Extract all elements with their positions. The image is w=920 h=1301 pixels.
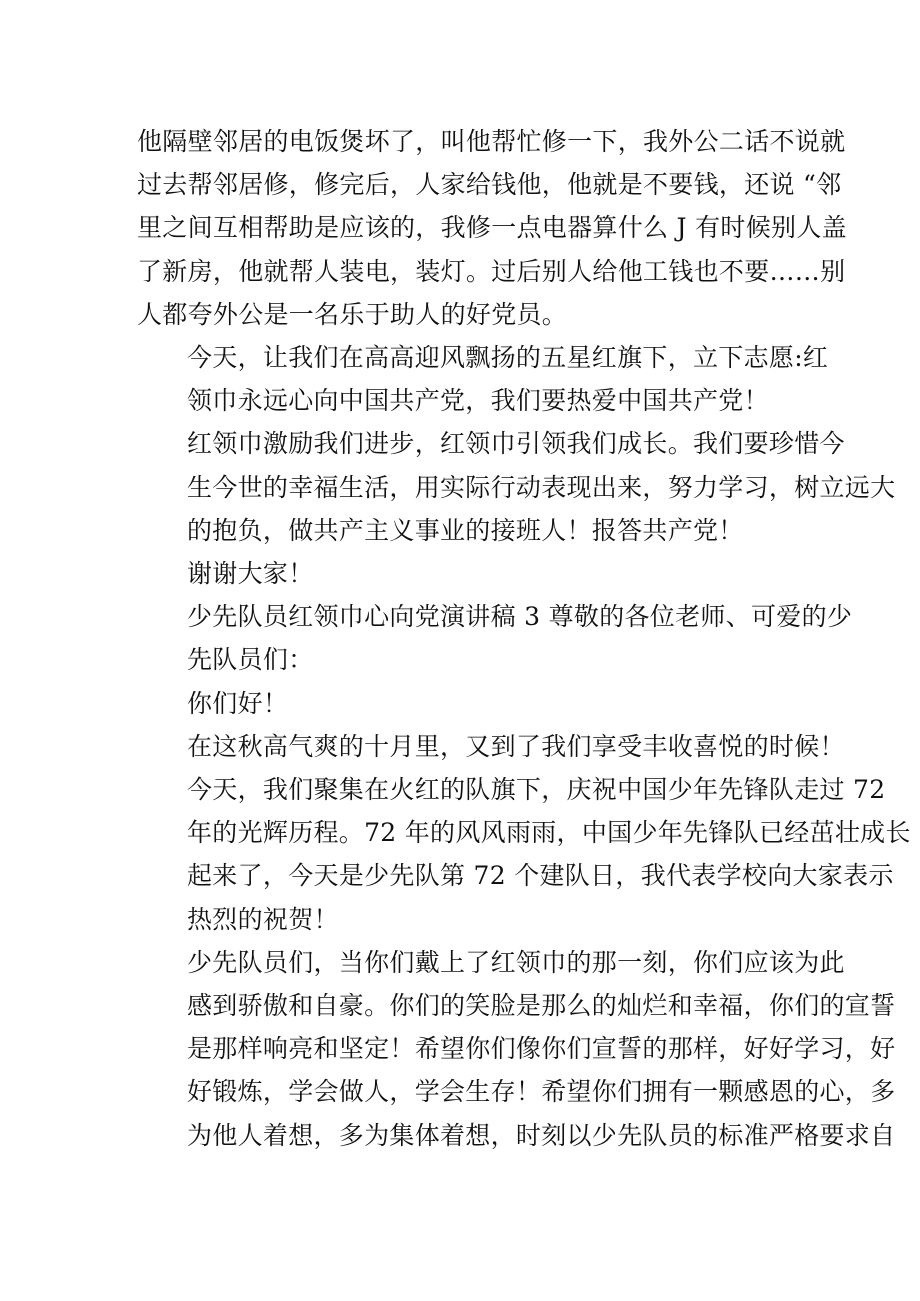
text-line: 你们好！ — [187, 688, 289, 718]
paragraph-thanks — [137, 552, 787, 595]
text-line: 今天，让我们在高高迎风飘扬的五星红旗下，立下志愿:红 — [187, 343, 829, 373]
text-line: 今天，我们聚集在火红的队旗下，庆祝中国少年先锋队走过 72 — [187, 775, 886, 805]
text-line: 在这秋高气爽的十月里，又到了我们享受丰收喜悦的时候！ — [187, 731, 845, 761]
text-line: 生今世的幸福生活，用实际行动表现出来，努力学习，树立远大 — [187, 472, 896, 502]
text-line: 是那样响亮和坚定！希望你们像你们宣誓的那样，好好学习，好 — [187, 1034, 896, 1064]
paragraph-motivation — [137, 422, 896, 552]
text-line: 了新房，他就帮人装电，装灯。过后别人给他工钱也不要……别 — [137, 256, 846, 286]
text-line: 他隔壁邻居的电饭煲坏了，叫他帮忙修一下，我外公二话不说就 — [137, 127, 846, 156]
text-line: 领巾永远心向中国共产党，我们要热爱中国共产党！ — [187, 386, 769, 416]
text-line: 红领巾激励我们进步，红领巾引领我们成长。我们要珍惜今 — [187, 429, 845, 459]
text-line: 少先队员红领巾心向党演讲稿 3 尊敬的各位老师、可爱的少 — [187, 602, 853, 632]
text-line: 过去帮邻居修，修完后，人家给钱他，他就是不要钱，还说 “邻 — [137, 170, 842, 200]
text-line: 好锻炼，学会做人，学会生存！希望你们拥有一颗感恩的心，多 — [187, 1077, 896, 1107]
text-line: 谢谢大家！ — [187, 559, 314, 589]
text-line: 先队员们： — [187, 645, 314, 675]
text-line: 少先队员们，当你们戴上了红领巾的那一刻，你们应该为此 — [187, 947, 845, 977]
text-line: 人都夸外公是一名乐于助人的好党员。 — [137, 299, 568, 329]
text-line: 为他人着想，多为集体着想，时刻以少先队员的标准严格要求自 — [187, 1120, 896, 1150]
text-line: 的抱负，做共产主义事业的接班人！报答共产党！ — [187, 515, 744, 545]
paragraph-red-scarf-pride — [137, 941, 896, 1157]
text-line: 起来了，今天是少先队第 72 个建队日，我代表学校向大家表示 — [187, 861, 894, 891]
paragraph-neighbor-story — [137, 120, 847, 336]
text-line: 热烈的祝贺！ — [187, 904, 339, 934]
paragraph-speech-title — [137, 595, 853, 681]
document-body — [137, 120, 911, 1157]
text-line: 感到骄傲和自豪。你们的笑脸是那么的灿烂和幸福，你们的宣誓 — [187, 991, 896, 1021]
paragraph-anniversary — [137, 725, 911, 941]
text-line: 年的光辉历程。72 年的风风雨雨，中国少年先锋队已经茁壮成长 — [187, 818, 911, 848]
text-line: 里之间互相帮助是应该的，我修一点电器算什么 J 有时候别人盖 — [137, 213, 847, 243]
paragraph-greeting — [137, 682, 787, 725]
paragraph-vow — [137, 336, 829, 422]
